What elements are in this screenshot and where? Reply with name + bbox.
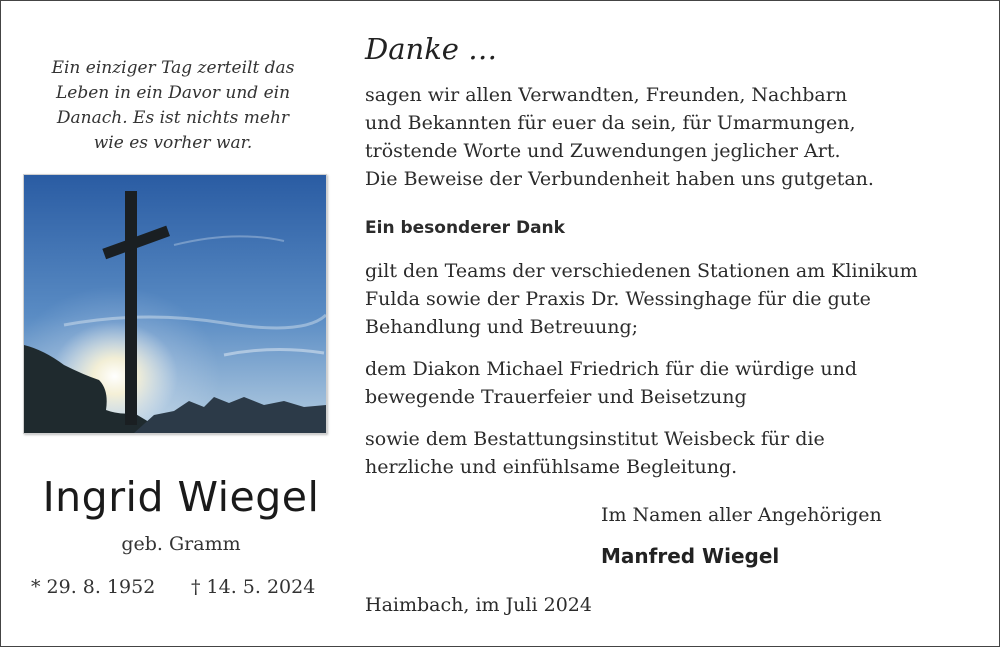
signature-name: Manfred Wiegel	[601, 544, 780, 568]
place-date: Haimbach, im Juli 2024	[365, 594, 592, 616]
special-thanks-funeral-home	[365, 425, 975, 481]
text-line: sagen wir allen Verwandten, Freunden, Nachbarn	[365, 84, 848, 106]
text-line: gilt den Teams der verschiedenen Stationen am Klinikum	[365, 260, 918, 282]
quote-line: Leben in ein Davor und ein	[55, 83, 291, 103]
text-line: Die Beweise der Verbundenheit haben uns gutgetan.	[365, 168, 874, 190]
text-line: herzliche und einfühlsame Begleitung.	[365, 456, 738, 478]
special-thanks-clinic	[365, 257, 975, 341]
maiden-name: geb. Gramm	[121, 533, 241, 555]
text-line: bewegende Trauerfeier und Beisetzung	[365, 386, 747, 408]
cross-photo	[23, 174, 327, 434]
signature-intro: Im Namen aller Angehörigen	[601, 504, 882, 526]
quote-line: Ein einziger Tag zerteilt das	[51, 58, 295, 78]
text-line: Fulda sowie der Praxis Dr. Wessinghage für die gute	[365, 288, 871, 310]
thanks-intro	[365, 81, 975, 193]
text-line: dem Diakon Michael Friedrich für die würdige und	[365, 358, 858, 380]
life-dates	[31, 573, 341, 601]
quote-line: Danach. Es ist nichts mehr	[56, 108, 290, 128]
birth-date: * 29. 8. 1952	[31, 576, 156, 598]
special-thanks-deacon	[365, 355, 975, 411]
text-line: tröstende Worte und Zuwendungen jeglicher Art.	[365, 140, 841, 162]
deceased-name: Ingrid Wiegel	[42, 473, 320, 521]
thanks-heading: Danke …	[365, 32, 498, 66]
special-thanks-heading: Ein besonderer Dank	[365, 218, 565, 238]
text-line: und Bekannten für euer da sein, für Umarmungen,	[365, 112, 856, 134]
text-line: Behandlung und Betreuung;	[365, 316, 639, 338]
memorial-quote	[23, 56, 323, 156]
quote-line: wie es vorher war.	[93, 133, 253, 153]
text-line: sowie dem Bestattungsinstitut Weisbeck für die	[365, 428, 825, 450]
death-date: † 14. 5. 2024	[191, 576, 316, 598]
